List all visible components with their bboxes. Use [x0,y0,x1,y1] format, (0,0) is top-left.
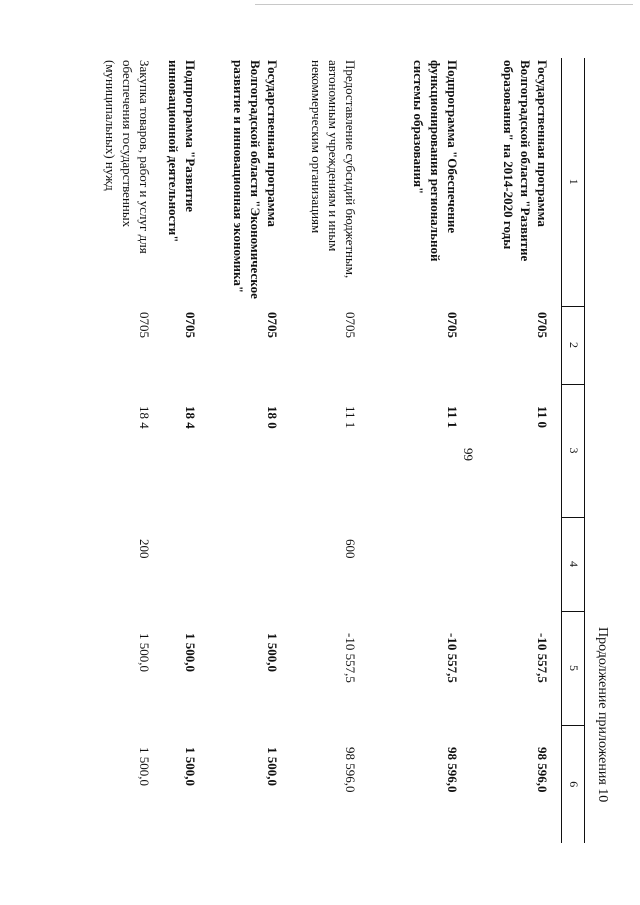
row-total: 1 500,0 [183,747,198,786]
row-target: 18 4 [183,406,198,429]
row-section: 0705 [137,312,152,338]
table-header-row [562,58,585,843]
row-expense-type: 600 [343,539,358,559]
column-header-5: 5 [562,611,585,725]
row-target: 11 0 [535,406,550,429]
table-row [291,58,369,843]
row-target: 11 1 [445,406,460,429]
row-name: Подпрограмма "Развитие инновационной деятельности" [165,60,198,243]
row-total: 98 596,0 [535,747,550,793]
column-header-3: 3 [562,384,585,517]
row-change: 1 500,0 [265,633,280,672]
row-section: 0705 [535,312,550,338]
row-target: 18 0 [265,406,280,429]
row-target: 11 1 [343,406,358,429]
row-change: 1 500,0 [183,633,198,672]
table-row [209,58,291,843]
row-expense-type [471,517,562,611]
row-section: 0705 [265,312,280,338]
row-expense-type: 200 [137,539,152,559]
column-header-6: 6 [562,725,585,843]
row-total: 1 500,0 [137,747,152,786]
row-total: 98 596,0 [445,747,460,793]
row-section: 0705 [343,312,358,338]
budget-table [97,58,585,843]
row-name: Предоставление субсидий бюджетным, автономным учреждениям и иным некоммерческим организациям [308,60,358,279]
table-row [369,58,471,843]
row-name: Подпрограмма "Обеспечение функционирования региональной системы образования" [410,60,460,262]
column-header-4: 4 [562,517,585,611]
row-change: 1 500,0 [137,633,152,672]
row-total: 1 500,0 [265,747,280,786]
row-change: -10 557,5 [445,633,460,683]
row-expense-type [209,517,291,611]
row-name: Государственная программа Волгоградской области "Экономическое развитие и инновационная экономика" [230,60,280,299]
row-name: Государственная программа Волгоградской области "Развитие образования" на 2014-2020 годы [500,60,550,262]
row-expense-type [163,517,209,611]
column-header-1: 1 [562,58,585,306]
row-change: -10 557,5 [343,633,358,683]
table-row [471,58,562,843]
row-expense-type [369,517,471,611]
row-section: 0705 [183,312,198,338]
page-number: 99 [461,448,476,461]
continuation-label: Продолжение приложения 10 [595,627,610,803]
row-target: 18 4 [137,406,152,429]
row-change: -10 557,5 [535,633,550,683]
row-name: Закупка товаров, работ и услуг для обеспечения государственных (муниципальных) нужд [102,60,152,254]
table-row [97,58,163,843]
row-section: 0705 [445,312,460,338]
table-row [163,58,209,843]
column-header-2: 2 [562,306,585,384]
row-total: 98 596,0 [343,747,358,793]
